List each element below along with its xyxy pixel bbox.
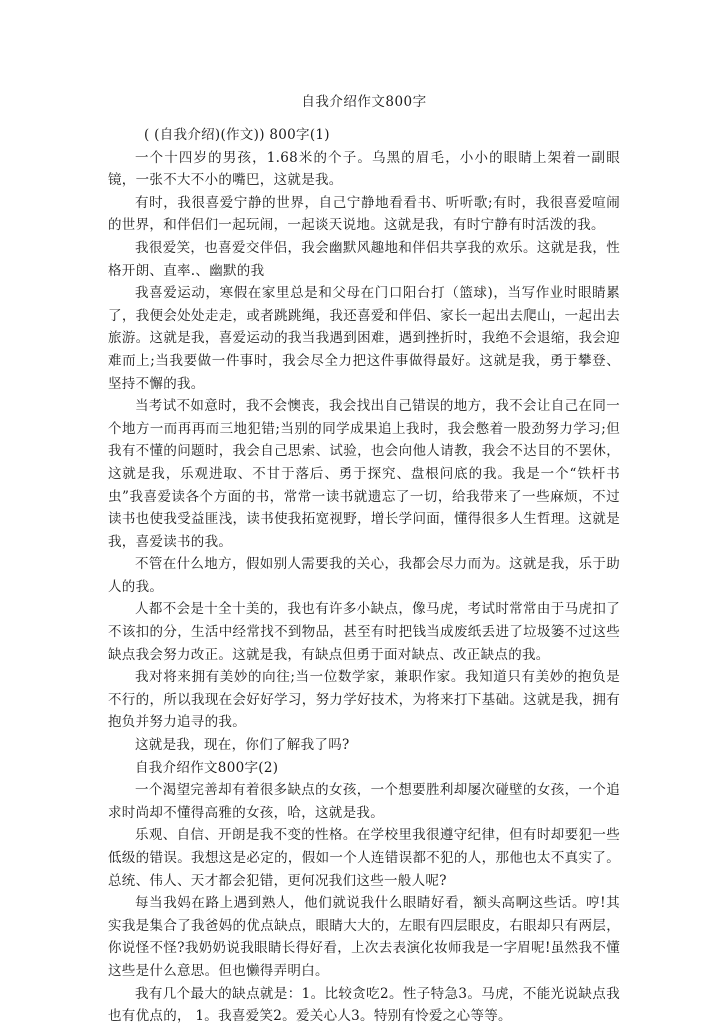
paragraph: 每当我妈在路上遇到熟人，他们就说我什么眼睛好看，额头高啊这些话。哼!其实我是集合了我爸妈的优点缺点，眼睛大大的，左眼有四层眼皮，右眼却只有两层，你说怪不怪?我奶奶说我眼睛长得好看，上次去表演化妆师我是一字眉呢!虽然我不懂这些是什么意思。但也懒得弄明白。 <box>108 895 620 979</box>
paragraph: 这就是我，现在，你们了解我了吗? <box>135 737 350 754</box>
paragraph: 乐观、自信、开朗是我不变的性格。在学校里我很遵守纪律，但有时却要犯一些低级的错误。我想这是必定的，假如一个人连错误都不犯的人，那他也太不真实了。总统、伟人、天才都会犯错，更何况我们这些一般人呢? <box>108 827 620 889</box>
essay-heading-1: ( (自我介绍)(作文)) 800字(1) <box>144 127 330 143</box>
paragraph: 我有几个最大的缺点就是：1。比较贪吃2。性子特急3。马虎，不能光说缺点我也有优点的， 1。我喜爱笑2。爱关心人3。特别有怜爱之心等等。 <box>108 985 620 1025</box>
paragraph: 我很爱笑，也喜爱交伴侣，我会幽默风趣地和伴侣共享我的欢乐。这就是我，性格开朗、直率.、幽默的我 <box>108 239 620 279</box>
paragraph: 人都不会是十全十美的，我也有许多小缺点，像马虎，考试时常常由于马虎扣了不该扣的分，生活中经常找不到物品，甚至有时把钱当成废纸丢进了垃圾篓不过这些缺点我会努力改正。这就是我，有缺点但勇于面对缺点、改正缺点的我。 <box>108 601 620 663</box>
essay-heading-2: 自我介绍作文800字(2) <box>135 759 279 776</box>
paragraph: 我喜爱运动，寒假在家里总是和父母在门口阳台打（篮球)，当写作业时眼睛累了，我便会处处走走，或者跳跳绳，我还喜爱和伴侣、家长一起出去爬山，一起出去旅游。这就是我，喜爱运动的我当我遇到困难，遇到挫折时，我绝不会退缩，我会迎难而上;当我要做一件事时，我会尽全力把这件事做得最好。这就是我，勇于攀登、坚持不懈的我。 <box>108 285 620 392</box>
paragraph: 一个十四岁的男孩，1.68米的个子。乌黑的眉毛，小小的眼睛上架着一副眼镜，一张不大不小的嘴巴，这就是我。 <box>108 149 620 189</box>
paragraph: 一个渴望完善却有着很多缺点的女孩，一个想要胜利却屡次碰壁的女孩，一个追求时尚却不懂得高雅的女孩，哈，这就是我。 <box>108 782 620 821</box>
paragraph: 当考试不如意时，我不会懊丧，我会找出自己错误的地方，我不会让自己在同一个地方一而再再而三地犯错;当别的同学成果追上我时，我会憋着一股劲努力学习;但我有不懂的问题时，我会自己思索、试验，也会向他人请教，我会不达目的不罢休，这就是我，乐观进取、不甘于落后、勇于探究、盘根问底的我。我是一个“铁杆书虫”我喜爱读各个方面的书，常常一读书就遗忘了一切，给我带来了一些麻烦，不过读书也使我受益匪浅，读书使我拓宽视野，增长学问面，懂得很多人生哲理。这就是我，喜爱读书的我。 <box>108 398 620 550</box>
paragraph: 我对将来拥有美妙的向往;当一位数学家，兼职作家。我知道只有美妙的抱负是不行的，所以我现在会好好学习，努力学好技术，为将来打下基础。这就是我，拥有抱负并努力追寻的我。 <box>108 669 620 731</box>
paragraph: 有时，我很喜爱宁静的世界，自己宁静地看看书、听听歌;有时，我很喜爱喧闹的世界，和伴侣们一起玩闹，一起谈天说地。这就是我，有时宁静有时活泼的我。 <box>108 194 620 234</box>
paragraph: 不管在什么地方，假如别人需要我的关心，我都会尽力而为。这就是我，乐于助人的我。 <box>108 556 620 595</box>
document-title: 自我介绍作文800字 <box>301 94 427 110</box>
